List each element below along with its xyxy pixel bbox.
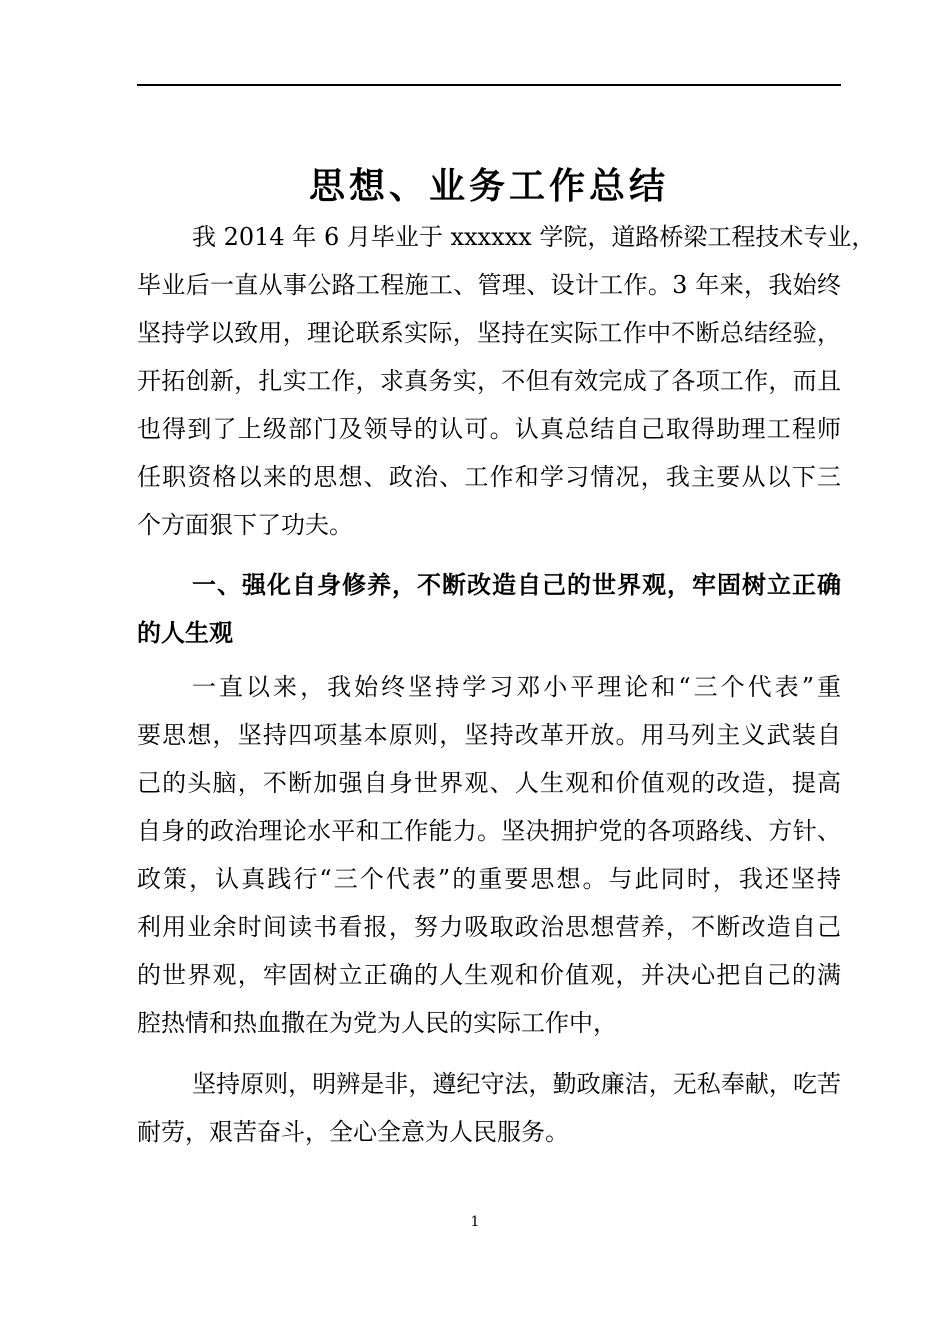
body-line: 坚持学以致用，理论联系实际，坚持在实际工作中不断总结经验， — [137, 319, 841, 347]
document-title: 思想、业务工作总结 — [308, 165, 669, 207]
page-number: 1 — [470, 1214, 480, 1230]
body-line: 坚持原则，明辨是非，遵纪守法，勤政廉洁，无私奉献，吃苦 — [192, 1070, 841, 1098]
body-line: 利用业余时间读书看报，努力吸取政治思想营养，不断改造自己 — [137, 913, 841, 941]
body-line: 我 2014 年 6 月毕业于 xxxxxx 学院，道路桥梁工程技术专业， — [192, 223, 876, 251]
body-line: 政策，认真践行“三个代表”的重要思想。与此同时，我还坚持 — [137, 865, 841, 893]
body-line: 要思想，坚持四项基本原则，坚持改革开放。用马列主义武装自 — [137, 721, 841, 749]
section-heading: 的人生观 — [137, 619, 233, 647]
body-line: 己的头脑，不断加强自身世界观、人生观和价值观的改造，提高 — [137, 769, 841, 797]
body-line: 自身的政治理论水平和工作能力。坚决拥护党的各项路线、方针、 — [137, 817, 841, 845]
body-line: 的世界观，牢固树立正确的人生观和价值观，并决心把自己的满 — [137, 961, 841, 989]
body-line: 耐劳，艰苦奋斗，全心全意为人民服务。 — [137, 1118, 569, 1146]
body-line: 腔热情和热血撒在为党为人民的实际工作中， — [137, 1009, 617, 1037]
header-rule — [137, 84, 841, 86]
body-line: 一直以来，我始终坚持学习邓小平理论和“三个代表”重 — [192, 673, 841, 701]
body-line: 开拓创新，扎实工作，求真务实，不但有效完成了各项工作，而且 — [137, 367, 841, 395]
body-line: 也得到了上级部门及领导的认可。认真总结自己取得助理工程师 — [137, 415, 841, 443]
body-line: 毕业后一直从事公路工程施工、管理、设计工作。3 年来，我始终 — [137, 271, 841, 299]
body-line: 任职资格以来的思想、政治、工作和学习情况，我主要从以下三 — [137, 463, 841, 491]
body-line: 个方面狠下了功夫。 — [137, 511, 353, 539]
section-heading: 一、强化自身修养，不断改造自己的世界观，牢固树立正确 — [192, 571, 841, 599]
